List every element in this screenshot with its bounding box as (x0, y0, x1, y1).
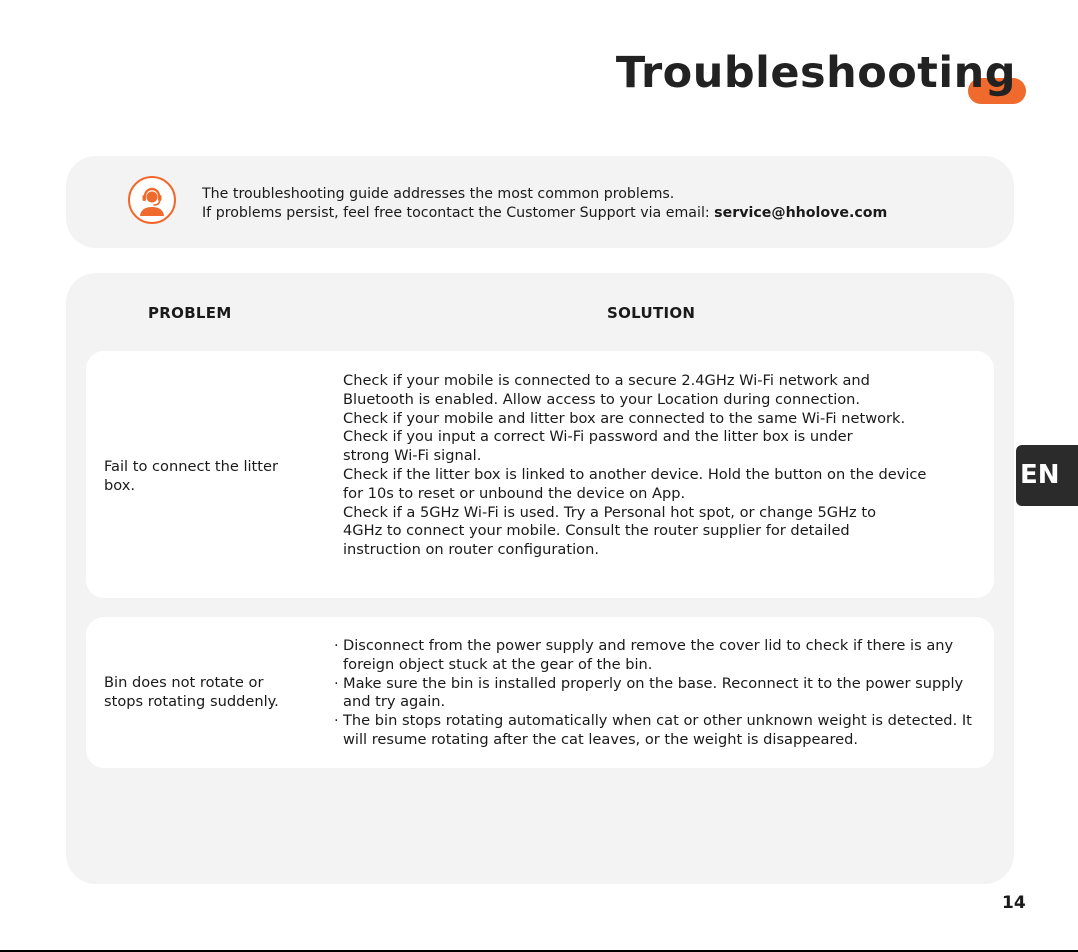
table-row (86, 617, 994, 768)
solution-bullet (334, 712, 984, 750)
customer-support-icon (128, 176, 176, 224)
info-line-2-text: If problems persist, feel free tocontact the Customer Support via email: (202, 205, 715, 221)
solution-cell (343, 372, 983, 560)
table-row (86, 351, 994, 598)
solution-line: for 10s to reset or unbound the device on App. (343, 484, 686, 502)
solution-line: 4GHz to connect your mobile. Consult the router supplier for detailed (343, 522, 850, 540)
bullet-marker: · (334, 637, 339, 654)
solution-column-header: SOLUTION (607, 304, 696, 322)
page-title: Troubleshooting (615, 48, 1016, 98)
solution-bullet-text: Make sure the bin is installed properly on the base. Reconnect it to the power supply and try again. (343, 674, 964, 711)
problem-cell: Fail to connect the litter box. (104, 458, 278, 494)
solution-line: instruction on router configuration. (343, 541, 599, 559)
solution-line: Check if a 5GHz Wi-Fi is used. Try a Personal hot spot, or change 5GHz to (343, 503, 877, 521)
solution-line: Check if you input a correct Wi-Fi password and the litter box is under (343, 428, 853, 446)
language-tab: EN (1016, 445, 1078, 506)
support-email-link[interactable]: service@hholove.com (714, 205, 888, 221)
solution-line: Check if your mobile and litter box are connected to the same Wi-Fi network. (343, 409, 906, 427)
solution-bullet-text: Disconnect from the power supply and remove the cover lid to check if there is any foreign object stuck at the gear of the bin. (343, 637, 954, 673)
solution-line: strong Wi-Fi signal. (343, 447, 482, 465)
page-number: 14 (1002, 893, 1026, 913)
page-header (615, 48, 1016, 98)
support-info-text (202, 185, 887, 223)
problem-column-header: PROBLEM (148, 304, 232, 322)
solution-bullet (334, 675, 984, 713)
bullet-marker: · (334, 674, 339, 692)
bullet-marker: · (334, 712, 339, 730)
solution-line: Check if the litter box is linked to another device. Hold the button on the device (343, 465, 927, 483)
solution-cell (334, 637, 984, 750)
solution-line: Bluetooth is enabled. Allow access to your Location during connection. (343, 390, 861, 408)
solution-line: Check if your mobile is connected to a secure 2.4GHz Wi-Fi network and (343, 372, 870, 389)
solution-bullet-text: The bin stops rotating automatically when cat or other unknown weight is detected. It will resume rotating after the cat leaves, or the weight is disappeared. (343, 712, 972, 748)
solution-bullet (334, 637, 984, 675)
info-line-1: The troubleshooting guide addresses the most common problems. (202, 186, 675, 202)
problem-cell: Bin does not rotate or stops rotating suddenly. (104, 674, 279, 710)
troubleshooting-table (66, 273, 1014, 884)
info-line-2 (202, 204, 887, 223)
support-info-box (66, 156, 1014, 248)
